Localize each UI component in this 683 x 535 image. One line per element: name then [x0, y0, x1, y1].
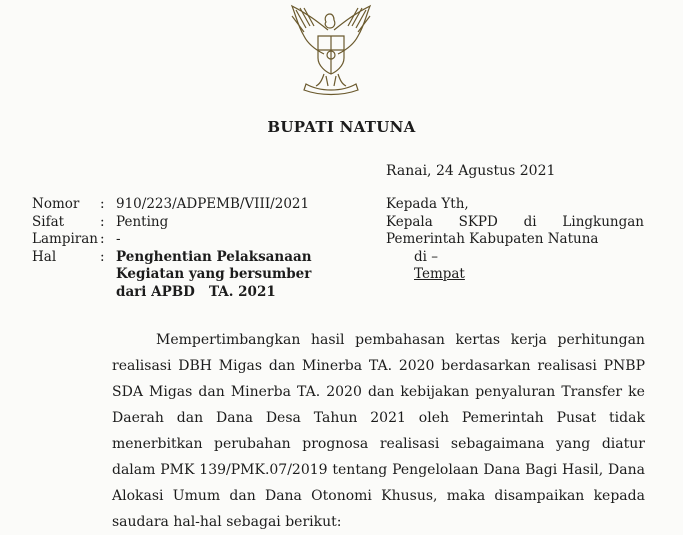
- body-line: saudara hal-hal sebagai berikut:: [112, 514, 342, 530]
- recipient-block: [386, 196, 644, 284]
- recipient-greeting: Kepada Yth,: [386, 196, 469, 212]
- hal-value-line-2: Kegiatan yang bersumber: [116, 266, 312, 282]
- nomor-row: [32, 196, 312, 214]
- body-line: Alokasi Umum dan Dana Otonomi Khusus, maka disampaikan kepada: [112, 488, 645, 504]
- colon: :: [100, 196, 105, 212]
- body-line: dalam PMK 139/PMK.07/2019 tentang Pengelolaan Dana Bagi Hasil, Dana: [112, 462, 645, 478]
- garuda-emblem-icon: [280, 0, 382, 96]
- lampiran-row: [32, 231, 312, 249]
- body-line: SDA Migas dan Minerba TA. 2020 dan kebijakan penyaluran Transfer ke: [112, 384, 645, 400]
- letter-body: [112, 327, 645, 535]
- hal-row-3: [32, 284, 312, 302]
- body-line: Mempertimbangkan hasil pembahasan kertas kerja perhitungan: [156, 332, 645, 348]
- recipient-office: Pemerintah Kabupaten Natuna: [386, 231, 599, 247]
- colon: :: [100, 231, 105, 247]
- place-date: Ranai, 24 Agustus 2021: [386, 163, 556, 179]
- sifat-label: Sifat: [32, 213, 65, 230]
- sifat-value: Penting: [116, 213, 169, 230]
- sifat-row: [32, 214, 312, 232]
- body-line: menerbitkan perubahan prognosa realisasi sebagaimana yang diatur: [112, 436, 645, 452]
- lampiran-value: -: [116, 231, 121, 247]
- body-line: Daerah dan Dana Desa Tahun 2021 oleh Pemerintah Pusat tidak: [112, 410, 645, 426]
- letter-metadata: [32, 196, 312, 301]
- recipient-position: Kepala SKPD di Lingkungan: [386, 213, 644, 230]
- nomor-label: Nomor: [32, 196, 80, 212]
- colon: :: [100, 213, 105, 230]
- lampiran-label: Lampiran: [32, 231, 98, 247]
- hal-row: [32, 249, 312, 267]
- hal-value-line-3: dari APBD TA. 2021: [116, 283, 276, 300]
- letter-title: BUPATI NATUNA: [267, 118, 416, 136]
- colon: :: [100, 248, 105, 265]
- recipient-location-prefix: di –: [414, 248, 439, 265]
- hal-value-line-1: Penghentian Pelaksanaan: [116, 248, 312, 265]
- body-line: realisasi DBH Migas dan Minerba TA. 2020 berdasarkan realisasi PNBP: [112, 358, 645, 374]
- recipient-place: Tempat: [414, 266, 465, 282]
- nomor-value: 910/223/ADPEMB/VIII/2021: [116, 196, 310, 212]
- hal-row-2: [32, 266, 312, 284]
- hal-label: Hal: [32, 248, 57, 265]
